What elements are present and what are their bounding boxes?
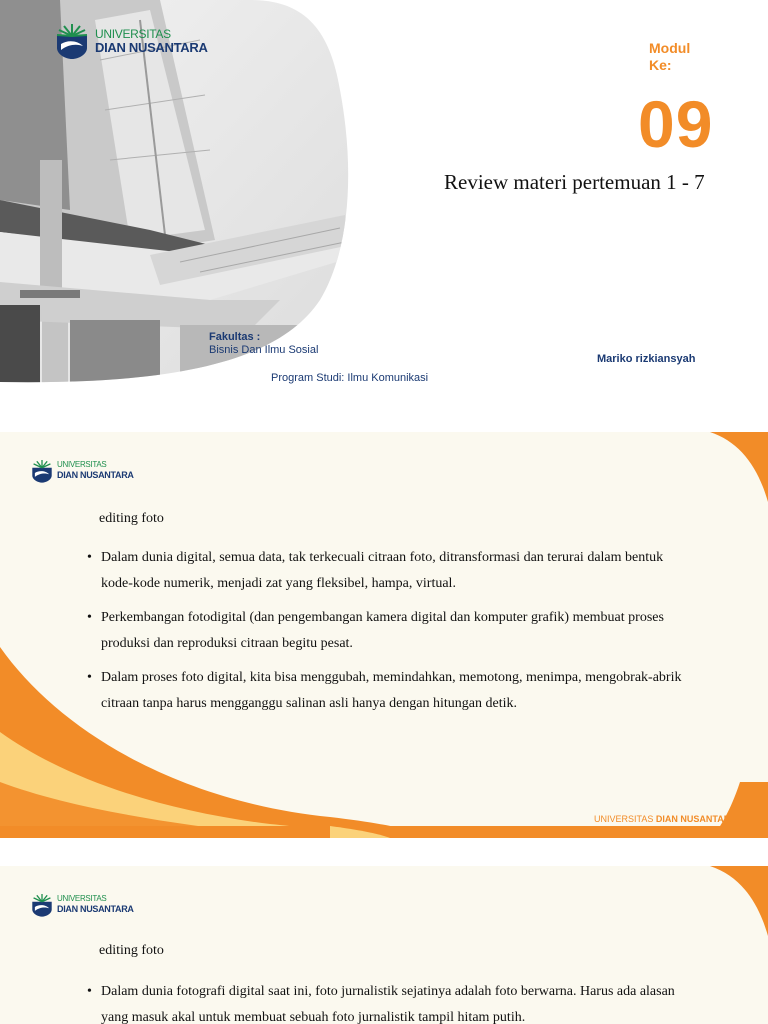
- bullet-list: [87, 545, 697, 725]
- logo-dian-nusantara-text: DIAN NUSANTARA: [95, 40, 208, 55]
- list-item: • Dalam dunia digital, semua data, tak terkecuali citraan foto, ditransformasi dan terurai dalam bentuk kode-kode numerik, menjadi zat yang fleksibel, hampa, virtual.: [87, 550, 664, 591]
- program-studi: Program Studi: Ilmu Komunikasi: [271, 372, 429, 384]
- university-logo-icon: [31, 892, 53, 918]
- cover-slide: [0, 0, 768, 404]
- slide-gap: [0, 838, 768, 866]
- footer-brand: UNIVERSITAS DIAN NUSANTARA: [594, 814, 737, 824]
- fakultas-label: Fakultas :: [209, 331, 261, 343]
- logo-universitas-text: UNIVERSITAS: [57, 460, 107, 469]
- logo-dian-nusantara-text: DIAN NUSANTARA: [57, 904, 134, 914]
- modul-label: Modul Ke:: [649, 40, 691, 73]
- list-item: • Dalam proses foto digital, kita bisa menggubah, memindahkan, memotong, menimpa, mengobrak-abrik citraan tanpa harus mengganggu salinan asli hanya dengan hitungan detik.: [87, 670, 682, 711]
- logo-dian-nusantara-text: DIAN NUSANTARA: [57, 470, 134, 480]
- content-slide-1: [0, 432, 768, 838]
- bullet-list: [87, 979, 697, 1024]
- author-name: Mariko rizkiansyah: [597, 353, 696, 365]
- list-item: • Dalam dunia fotografi digital saat ini, foto jurnalistik sejatinya adalah foto berwarna. Harus ada alasan yang masuk akal untuk membuat sebuah foto jurnalistik tampil hitam putih.: [87, 984, 675, 1024]
- slide-heading: editing foto: [99, 511, 164, 526]
- slide-heading: editing foto: [99, 943, 164, 958]
- slide-gap: [0, 404, 768, 432]
- university-logo-icon: [55, 22, 89, 60]
- logo-universitas-text: UNIVERSITAS: [57, 894, 107, 903]
- modul-number: 09: [638, 87, 714, 161]
- logo-universitas-text: UNIVERSITAS: [95, 27, 171, 41]
- university-logo-icon: [31, 458, 53, 484]
- cover-title: Review materi pertemuan 1 - 7: [444, 170, 705, 194]
- content-slide-2: [0, 866, 768, 1024]
- fakultas-value: Bisnis Dan Ilmu Sosial: [209, 344, 319, 356]
- list-item: • Perkembangan fotodigital (dan pengembangan kamera digital dan komputer grafik) membuat proses produksi dan reproduksi citraan begitu pesat.: [87, 610, 664, 651]
